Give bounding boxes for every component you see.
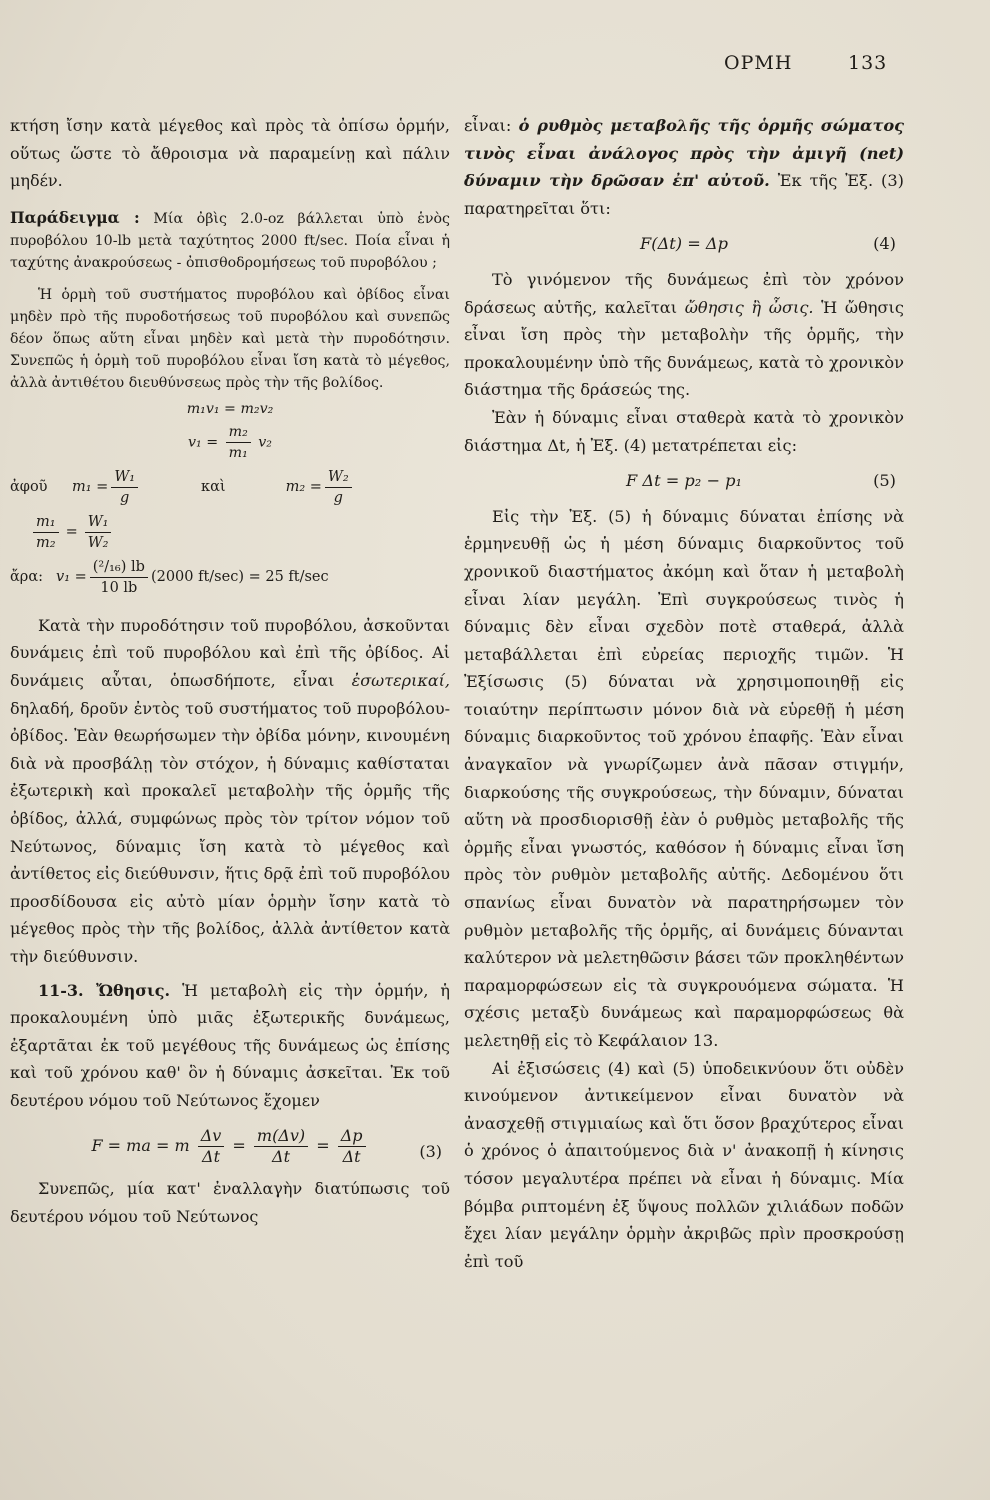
denominator: g xyxy=(120,489,130,506)
numerator: Δv xyxy=(198,1126,225,1147)
denominator: Δt xyxy=(272,1147,290,1167)
fraction xyxy=(111,467,138,508)
denominator: Δt xyxy=(202,1147,220,1167)
fraction xyxy=(338,1126,366,1167)
equation-number: (5) xyxy=(873,471,896,491)
equation-4 xyxy=(464,230,904,258)
example-block xyxy=(10,207,450,274)
eq-term: m₂ = xyxy=(285,479,322,496)
denominator: 10 lb xyxy=(100,579,138,596)
section-text: Ἡ μεταβολὴ εἰς τὴν ὁρμήν, ἡ προκαλουμένη ὑπὸ μιᾶς ἐξωτερικῆς δυνάμεως, ἐξαρτᾶται ἐκ τοῦ μεγέθους τῆς δυνάμεως ὡς ἐπίσης καὶ τοῦ χρόνου καθ' ὃν ἡ δύναμις ἀσκεῖται. Ἐκ τοῦ δευτέρου νόμου τοῦ Νεύτωνος ἔχομεν xyxy=(10,980,450,1110)
denominator: m₁ xyxy=(228,444,248,461)
text-run: δηλαδή, δροῦν ἐντὸς τοῦ συστήματος τοῦ πυροβόλου-ὀβίδος. Ἐὰν θεωρήσωμεν τὴν ὀβίδα μόνην, κινουμένη διὰ νὰ προσβάλῃ τὸν στόχον, ἡ δύναμις καθίσταται ἐξωτερικὴ καὶ προκαλεῖ μεταβολὴν τῆς ὁρμῆς τῆς ὀβίδος, ἀλλά, συμφώνως πρὸς τὸν τρίτον νόμον τοῦ Νεύτωνος, δύναμις ἴση κατὰ τὸ μέγεθος καὶ ἀντίθετος εἰς διεύθυνσιν, ἥτις δρᾷ ἐπὶ τοῦ πυροβόλου προσδίδουσα εἰς αὐτὸ μίαν ὁρμὴν ἴσην κατὰ τὸ μέγεθος πρὸς τὴν τῆς βολίδος, ἀλλὰ ἀντίθετον κατὰ τὴν διεύθυνσιν. xyxy=(10,698,450,966)
denominator: g xyxy=(333,489,343,506)
page-number: 133 xyxy=(848,52,888,74)
left-column xyxy=(10,112,450,1231)
numerator: m₂ xyxy=(226,422,251,443)
solution-text: Ἡ ὁρμὴ τοῦ συστήματος πυροβόλου καὶ ὀβίδος εἶναι μηδὲν πρὸ τῆς πυροδοτήσεως τοῦ πυροβόλου καὶ συνεπῶς δέον ὅπως αὕτη εἶναι μηδὲν καὶ μετὰ τὴν πυροδότησιν. Συνεπῶς ἡ ὁρμὴ τοῦ πυροβόλου εἶναι ἴση κατὰ τὸ μέγεθος, ἀλλὰ ἀντιθέτου διευθύνσεως πρὸς τὴν τῆς βολίδος. xyxy=(10,286,450,391)
equation-masses xyxy=(10,467,450,508)
equation-5 xyxy=(464,467,904,495)
text-run: εἶναι: xyxy=(464,116,512,135)
eq-term: v₁ = xyxy=(56,569,87,586)
numerator: Δp xyxy=(338,1126,366,1147)
paragraph-impulse xyxy=(464,266,904,404)
equation-result xyxy=(10,557,450,598)
denominator: W₂ xyxy=(87,534,109,551)
numerator: W₁ xyxy=(85,512,112,533)
numerator: W₂ xyxy=(325,467,352,488)
fraction xyxy=(254,1126,308,1167)
emphasis: ὁ ρυθμὸς μεταβολῆς τῆς ὁρμῆς σώματος τινὸς εἶναι ἀνάλογος πρὸς τὴν ἀμιγῆ (net) δύναμιν τὴν δρῶσαν ἐπ' αὐτοῦ. xyxy=(464,116,904,191)
paragraph-internal-forces xyxy=(10,612,450,971)
equation-number: (3) xyxy=(419,1142,442,1162)
paragraph: Εἰς τὴν Ἐξ. (5) ἡ δύναμις δύναται ἐπίσης νὰ ἑρμηνευθῇ ὡς ἡ μέση δύναμις διαρκοῦντος τοῦ χρονικοῦ διαστήματος ἀκόμη καὶ ὅταν ἡ μεταβολὴ εἶναι λίαν μεγάλη. Ἐπὶ συγκρούσεως τινὸς ἡ δύναμις δὲν εἶναι σχεδὸν ποτὲ σταθερά, ἀλλὰ μεταβάλλεται ἐπὶ εὐρείας περιοχῆς τιμῶν. Ἡ Ἐξίσωσις (5) δύναται νὰ χρησιμοποιηθῇ εἰς τοιαύτην περίπτωσιν μόνον διὰ νὰ εὑρεθῇ ἡ μέση δύναμις διαρκοῦντος τοῦ χρόνου ἐπαφῆς. Ἐὰν εἶναι ἀναγκαῖον νὰ γνωρίζωμεν ἀνὰ πᾶσαν στιγμήν, διαρκούσης τῆς συγκρούσεως, τὴν δύναμιν, δύναται αὕτη νὰ προσδιορισθῇ ἐὰν ὁ ρυθμὸς μεταβολῆς τῆς ὁρμῆς εἶναι γνωστός, καθόσον ἡ δύναμις εἶναι ἴση πρὸς τὸν ρυθμὸν μεταβολῆς αὐτῆς. Δεδομένου ὅτι σπανίως εἶναι δυνατὸν νὰ παρατηρήσωμεν τὸν ρυθμὸν μεταβολῆς τῆς ὁρμῆς, αἱ δυνάμεις δύνανται καλύτερον νὰ μελετηθῶσιν βάσει τῶν προκληθέντων παραμορφώσεων εἰς τὰ συγκρουόμενα σώματα. Ἡ σχέσις μεταξὺ δυνάμεως καὶ παραμορφώσεως θὰ μελετηθῇ εἰς τὸ Κεφάλαιον 13. xyxy=(464,506,904,1050)
equation-number: (4) xyxy=(873,234,896,254)
label-ara: ἄρα: xyxy=(10,569,43,586)
emphasis: ἐσωτερικαί, xyxy=(351,670,450,690)
fraction xyxy=(325,467,352,508)
fraction xyxy=(198,1126,225,1167)
example-label: Παράδειγμα : xyxy=(10,207,140,227)
word-kai: καὶ xyxy=(201,479,226,496)
fraction xyxy=(85,512,112,553)
equation-momentum: m₁v₁ = m₂v₂ xyxy=(186,400,274,417)
eq-sign: = xyxy=(65,524,78,541)
numerator: (²/₁₆) lb xyxy=(90,557,148,578)
fraction xyxy=(90,557,148,598)
eq-term: v₂ xyxy=(258,434,272,451)
solution-equations xyxy=(10,398,450,598)
text-run: Κατὰ τὴν πυροδότησιν τοῦ πυροβόλου, ἀσκοῦνται δυνάμεις ἐπὶ τοῦ πυροβόλου καὶ ἐπὶ τῆς ὀβίδος. Αἱ δυνάμεις αὗται, ὁπωσδήποτε, εἶναι xyxy=(10,615,450,690)
equation-3: F = ma = m $\frac{\Delta v}{\Delta t}$ = $\frac{m(\Delta v)}{\Delta t}$ = $\frac{\Delta p}{\Delta t}$ (3) xyxy=(91,1126,442,1167)
eq-term: m₁ = xyxy=(72,479,109,496)
eq-term: (2000 ft/sec) = 25 ft/sec xyxy=(150,569,329,586)
running-head-title: ΟΡΜΗ xyxy=(724,52,793,74)
text-run: Ἐκ τῆς Ἐξ. (3) παρατηρεῖται ὅτι: xyxy=(464,171,904,218)
paragraph: Αἱ ἐξισώσεις (4) καὶ (5) ὑποδεικνύουν ὅτι οὐδὲν κινούμενον ἀντικείμενον εἶναι δυνατὸν νὰ ἀνασχεθῇ στιγμιαίως καὶ ὅτι ὅσον βραχύτερος εἶναι ὁ χρόνος ὁ ἀπαιτούμενος διὰ ν' ἀνακοπῇ ἡ κίνησις τόσον μεγαλυτέρα πρέπει νὰ εἶναι ἡ δύναμις. Μία βόμβα ριπτομένη ἐξ ὕψους πολλῶν χιλιάδων ποδῶν ἔχει λίαν μεγάλην ὁρμὴν ἀκριβῶς πρὶν προσκρούσῃ ἐπὶ τοῦ xyxy=(464,1058,904,1271)
eq-term: F = ma = m xyxy=(91,1136,190,1156)
fraction xyxy=(33,512,59,553)
eq-term: F Δt = p₂ − p₁ xyxy=(626,471,742,491)
equation-velocity xyxy=(10,422,450,463)
paragraph: Συνεπῶς, μία κατ' ἐναλλαγὴν διατύπωσις τοῦ δευτέρου νόμου τοῦ Νεύτωνος xyxy=(10,1179,450,1227)
eq-term: F(Δt) = Δp xyxy=(640,234,728,254)
section-11-3 xyxy=(10,977,450,1115)
paragraph: κτήση ἴσην κατὰ μέγεθος καὶ πρὸς τὰ ὀπίσω ὁρμήν, οὕτως ὥστε τὸ ἄθροισμα νὰ παραμείνῃ καὶ πάλιν μηδέν. xyxy=(10,116,450,191)
paragraph: Ἐὰν ἡ δύναμις εἶναι σταθερὰ κατὰ τὸ χρονικὸν διάστημα Δt, ἡ Ἐξ. (4) μετατρέπεται εἰς: xyxy=(464,407,904,455)
numerator: m₁ xyxy=(33,512,59,533)
right-column xyxy=(464,112,904,1275)
paragraph-newton-law xyxy=(464,112,904,222)
label-afou: ἀφοῦ xyxy=(10,479,48,496)
section-heading: 11-3. Ὤθησις. xyxy=(38,980,171,1000)
equation-ratio xyxy=(30,512,450,553)
eq-term: v₁ = xyxy=(188,434,219,451)
denominator: m₂ xyxy=(36,534,56,551)
denominator: Δt xyxy=(342,1147,361,1167)
numerator: m(Δv) xyxy=(254,1126,308,1147)
example-text: Μία ὀβὶς 2.0-oz βάλλεται ὑπὸ ἑνὸς πυροβόλου 10-lb μετὰ ταχύτητος 2000 ft/sec. Ποία εἶναι ἡ ταχύτης ἀνακρούσεως - ὀπισθοδρομήσεως τοῦ πυροβόλου ; xyxy=(10,210,451,271)
emphasis: ὤθησις ἢ ὦσις. xyxy=(684,297,814,317)
text-run: Ἡ ὤθησις εἶναι ἴση πρὸς τὴν μεταβολὴν τῆς ὁρμῆς, τὴν προκαλουμένην ὑπὸ τῆς δυνάμεως, κατὰ τὸ χρονικὸν διάστημα τῆς δράσεώς της. xyxy=(464,297,904,400)
fraction xyxy=(226,422,251,463)
text-run: Τὸ γινόμενον τῆς δυνάμεως ἐπὶ τὸν χρόνον δράσεως αὐτῆς, καλεῖται xyxy=(464,269,904,317)
numerator: W₁ xyxy=(111,467,138,488)
